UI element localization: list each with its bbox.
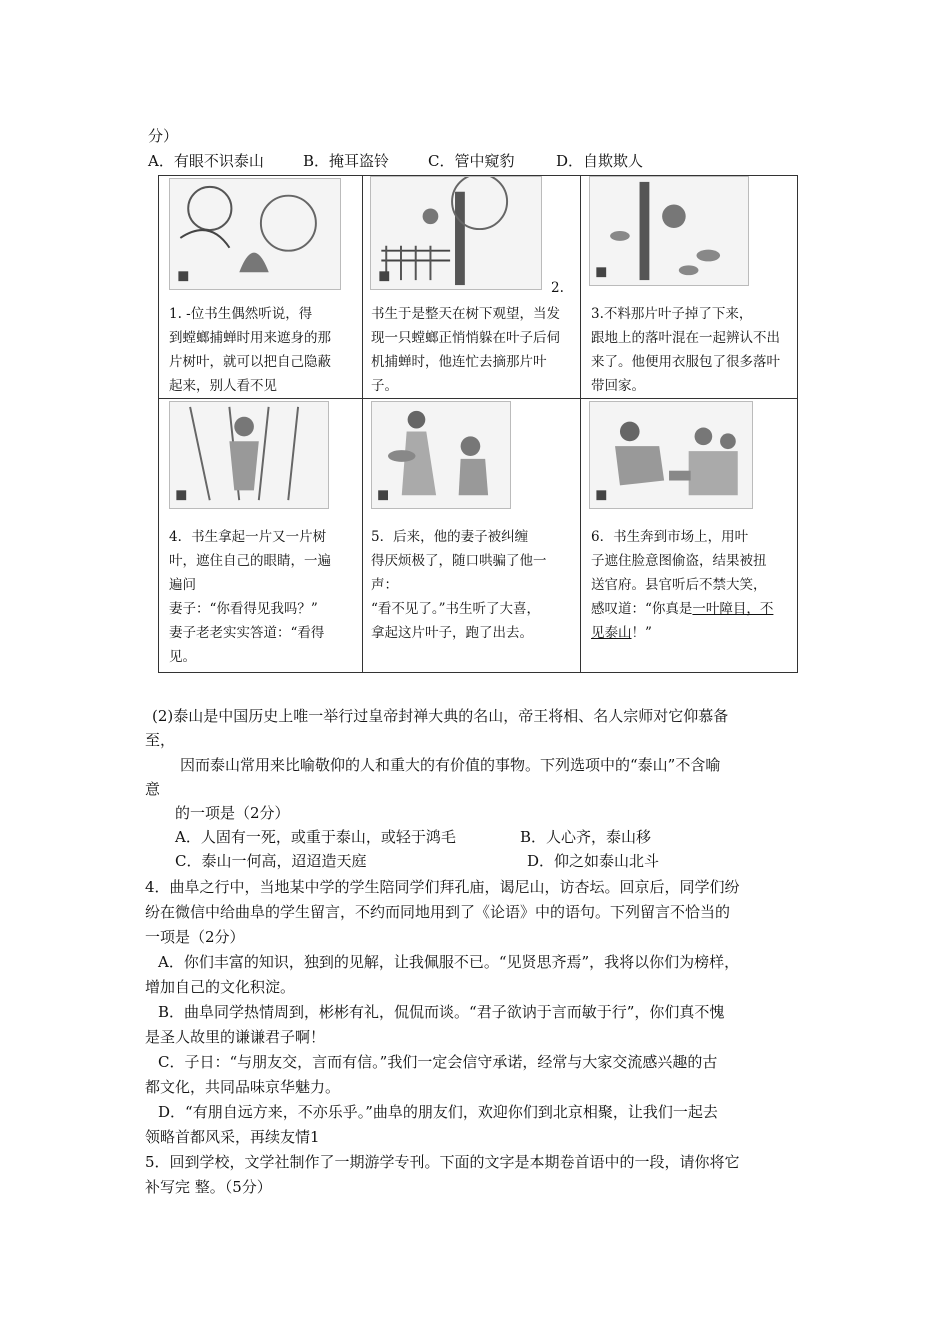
panel-3-line-1: 3.不料那片叶子掉了下来， xyxy=(591,306,753,322)
q3-2-option-d: D．仰之如泰山北斗 xyxy=(527,852,660,870)
q3-2-line-5: 的一项是（2分） xyxy=(175,804,290,822)
panel-3-line-3: 来了。他便用衣服包了很多落叶 xyxy=(591,354,780,370)
q4-option-d-line-2: 领略首都风采，再续友情1 xyxy=(145,1128,320,1146)
panel-2-line-3: 机捕蝉时，他连忙去摘那片叶 xyxy=(371,354,547,370)
option-d: D．自欺欺人 xyxy=(556,152,644,170)
panel-6-underline-a: 一叶障目，不 xyxy=(692,601,774,617)
panel-2-number: 2. xyxy=(551,280,564,296)
q4-line-3: 一项是（2分） xyxy=(145,928,245,946)
comic-illustration-4 xyxy=(169,401,329,509)
comic-illustration-5 xyxy=(371,401,511,509)
question-tail: 分） xyxy=(148,127,179,145)
comic-grid xyxy=(158,175,798,673)
panel-5-line-4: “看不见了。”书生听了大喜， xyxy=(371,601,541,617)
q4-option-c-line-1: C．子日：“与朋友交，言而有信。”我们一定会信守承诺，经常与大家交流感兴趣的古 xyxy=(158,1053,718,1071)
panel-4-line-5: 妻子老老实实答道：“看得 xyxy=(169,625,325,641)
q3-2-line-3: 因而泰山常用来比喻敬仰的人和重大的有价值的事物。下列选项中的“泰山”不含喻 xyxy=(180,756,721,774)
q3-2-option-a: A．人固有一死，或重于泰山，或轻于鸿毛 xyxy=(175,828,456,846)
q4-line-2: 纷在微信中给曲阜的学生留言，不约而同地用到了《论语》中的语句。下列留言不恰当的 xyxy=(145,903,731,921)
panel-6-underline-b: 见泰山 xyxy=(591,625,632,641)
panel-6-line-3: 送官府。县官听后不禁大笑， xyxy=(591,577,767,593)
panel-2-line-4: 子。 xyxy=(371,378,398,394)
q4-option-a-line-1: A．你们丰富的知识，独到的见解，让我佩服不已。“见贤思齐焉”，我将以你们为榜样， xyxy=(158,953,740,971)
panel-2-line-1: 书生于是整天在树下观望，当发 xyxy=(371,306,560,322)
panel-6-line-1: 6．书生奔到市场上，用叶 xyxy=(591,529,749,545)
comic-illustration-6 xyxy=(589,401,753,509)
panel-5-line-5: 拿起这片叶子，跑了出去。 xyxy=(371,625,533,641)
q4-option-a-line-2: 增加自己的文化积淀。 xyxy=(145,978,296,996)
panel-6-line-4-a: 感叹道：“你真是 xyxy=(591,601,693,617)
option-b: B．掩耳盗铃 xyxy=(303,152,390,170)
panel-3-line-4: 带回家。 xyxy=(591,378,645,394)
panel-4-line-6: 见。 xyxy=(169,649,196,665)
comic-illustration-3 xyxy=(589,176,749,286)
option-c: C．管中窥豹 xyxy=(428,152,515,170)
q5-line-1: 5．回到学校，文学社制作了一期游学专刊。下面的文字是本期卷首语中的一段，请你将它 xyxy=(145,1153,740,1171)
comic-illustration-1 xyxy=(169,178,341,290)
panel-1-line-2: 到螳螂捕蝉时用来遮身的那 xyxy=(169,330,331,346)
q3-2-line-1: (2)泰山是中国历史上唯一举行过皇帝封禅大典的名山，帝王将相、名人宗师对它仰慕备 xyxy=(152,707,729,725)
panel-6-line-2: 子遮住脸意图偷盗，结果被扭 xyxy=(591,553,767,569)
panel-1-line-3: 片树叶，就可以把自己隐蔽 xyxy=(169,354,331,370)
q4-option-b-line-2: 是圣人故里的谦谦君子啊！ xyxy=(145,1028,326,1046)
panel-5-line-2: 得厌烦极了，随口哄骗了他一 xyxy=(371,553,547,569)
comic-illustration-2 xyxy=(370,176,542,290)
panel-1-line-4: 起来，别人看不见 xyxy=(169,378,277,394)
q5-line-2: 补写完 整。（5分） xyxy=(145,1178,272,1196)
panel-6-line-5-b: ！” xyxy=(631,625,652,641)
panel-4-line-1: 4．书生拿起一片又一片树 xyxy=(169,529,327,545)
q4-option-d-line-1: D．“有朋自远方来，不亦乐乎。”曲阜的朋友们，欢迎你们到北京相聚，让我们一起去 xyxy=(158,1103,718,1121)
panel-4-line-3: 遍问 xyxy=(169,577,196,593)
q4-line-1: 4．曲阜之行中，当地某中学的学生陪同学们拜孔庙，谒尼山，访杏坛。回京后，同学们纷 xyxy=(145,878,740,896)
q4-option-b-line-1: B．曲阜同学热情周到，彬彬有礼，侃侃而谈。“君子欲讷于言而敏于行”，你们真不愧 xyxy=(158,1003,725,1021)
q3-2-line-2: 至， xyxy=(145,731,176,749)
panel-6-line-4 xyxy=(591,597,773,621)
q3-2-option-b: B．人心齐，泰山移 xyxy=(520,828,652,846)
q4-option-c-line-2: 都文化，共同品味京华魅力。 xyxy=(145,1078,341,1096)
q3-2-option-c: C．泰山一何高，迢迢造天庭 xyxy=(175,852,367,870)
panel-4-line-4: 妻子：“你看得见我吗？” xyxy=(169,601,318,617)
q3-2-line-4: 意 xyxy=(145,780,161,798)
panel-4-line-2: 叶，遮住自己的眼睛，一遍 xyxy=(169,553,331,569)
panel-3-line-2: 跟地上的落叶混在一起辨认不出 xyxy=(591,330,780,346)
panel-5-line-3: 声： xyxy=(371,577,398,593)
option-a: A．有眼不识泰山 xyxy=(148,152,264,170)
panel-1-line-1: 1. -位书生偶然听说，得 xyxy=(169,306,313,322)
panel-2-line-2: 现一只螳螂正悄悄躲在叶子后伺 xyxy=(371,330,560,346)
panel-6-line-5 xyxy=(591,621,652,645)
panel-5-line-1: 5．后来，他的妻子被纠缠 xyxy=(371,529,529,545)
